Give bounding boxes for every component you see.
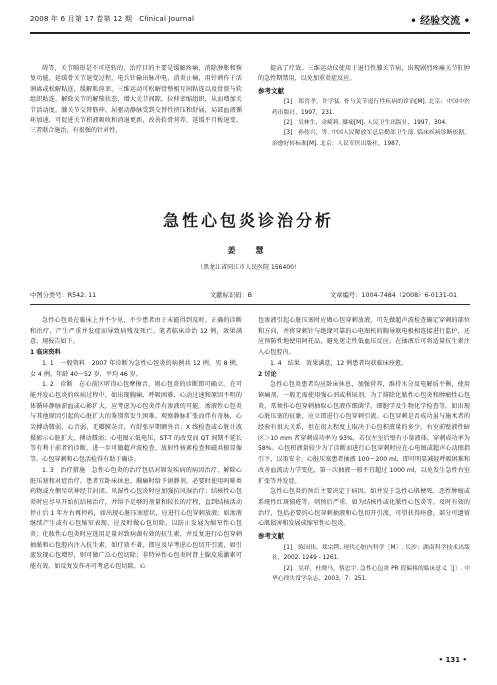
reference-item: [2] 吴祥，杜晓马，蔡忠宇. 急性心包炎 PR 段偏移的临床意义［J］. 中华心律失常学杂志，2003，7：251. bbox=[272, 565, 470, 582]
body-paragraph: 1. 2 诊断 在心前区听得心包摩擦音，则心包炎的诊断即可确立。在可能并发心包炎的疾病过程中，如出现胸痛、呼吸困难、心动过速和原因不明的体循环静脉淤血或心影扩大，应考虑为心包炎伴有渗液的可能。渗液性心包炎与其他原因引起的心脏扩大的鉴别常发生困难。观察静脉扩张而伴有奇脉，心尖搏动微弱，心音弱，无瓣膜杂音，有舒张早期额外音；X 线检查或心脏计波摄影示心脏扩大，搏动微弱；心电图示低电压，ST-T 的改变而 QT 间期不延长等有利于前者的诊断。进一步可做超声波检查、放射性核素检查和磁共振显像等。心包穿刺和心包活检得有助于确诊。 bbox=[30, 381, 242, 464]
references-title: 参考文献 bbox=[258, 86, 284, 95]
reference-item: [3] 孙传兴，等. 中国人民解放军总后勤部卫生部. 临床疾病诊断依据，治愈好转标准[M]. 北京：人民军医出版社，1987， bbox=[272, 130, 470, 147]
document-code: 文献标识码：B bbox=[210, 292, 253, 299]
author-name: 姜 慧 bbox=[227, 246, 270, 255]
running-header bbox=[30, 12, 470, 28]
section-heading: 2 讨论 bbox=[258, 370, 277, 378]
previous-article-paragraph: 碍等，关节畸形是不可逆转的，治疗目的主要是缓解疼痛，消除肿胀和恢复功能，延缓骨关节退变过程，电兵针输出脉冲电，消炎止痛，用针刺作于活润离或松解粘连，缓解肌痉挛，三维运动可松解骨整相互间粘连以及骨赘与软组织粘连，解除关节的解锁状态，增大关节间隙，拉伸挛缩组织，从而增加关节活动度，膝关节交替筋伸，屈驱动静脉受到交替性挤压和舒展，局部血液循环加速，可促进关节积液吸收和消退更新，改善软骨营养，延缓平月板退变。三者联合施治，有很强的针对性， bbox=[30, 65, 242, 135]
article-number: 文章编号：1004-7484（2008）6-0131-01 bbox=[330, 292, 458, 299]
article-body-right-column bbox=[258, 316, 470, 584]
previous-article-right-column bbox=[258, 64, 470, 149]
journal-info: 2008 年 6 月第 17 卷第 12 期 Clinical Journal bbox=[30, 15, 195, 23]
author-affiliation: （黑龙江省同江市人民医院 156400） bbox=[197, 264, 300, 271]
body-paragraph: 1. 1 一般资料 2007 年诊断为急性心包炎的病例共 12 例，男 8 例，女 4 例，年龄 40～52 岁，平均 46 岁。 bbox=[30, 359, 242, 378]
references-title: 参考文献 bbox=[258, 532, 284, 541]
section-heading: 1 临床资料 bbox=[30, 349, 61, 357]
reference-item: [1] 郑晋孝，许学猛. 骨与关节退行性疾病的诊治[M]. 北京：中国中医药出版社，1997，231. bbox=[272, 99, 470, 116]
previous-article-left-column bbox=[30, 64, 242, 137]
body-paragraph: 1. 3 治疗措施 急性心包炎的治疗包括对原发疾病的病因治疗、解除心脏压塞和对症治疗。患者宜卧床休息。胸痛时给予镇静剂，必要时使用吗啡类药物或左侧星状神经节封闭。风湿性心包炎时应加强抗风湿治疗；结核性心包炎时应尽早开始抗结核治疗，并给予足够的剂量和较长的疗程，直到结核活动停止后 1 年左右再停药，如出现心脏压塞症状，应进行心包穿刺放液；如渗液继续产生或有心包缩窄表现，应及时做心包切除，以防止发展为缩窄性心包炎；化脓性心包炎时应选用足量对致病菌有效的抗生素，并反复进行心包穿刺抽脓和心包腔内注入抗生素，如疗效不著，即应及早考虑心包切开引流，如引流发现心包增厚，则可做广泛心包切除；非特异性心包炎时肾上腺皮质激素可能有效，如反复发作亦可考虑心包切除。心 bbox=[30, 466, 242, 571]
previous-article-paragraph: 提高了疗效。三维运动仪使用于退行性膝关节病，出现剧烈疼痛关节肛肿的急性期禁用，以免加重炎症反应。 bbox=[258, 65, 470, 83]
page-number: • 131 • bbox=[438, 656, 467, 664]
body-paragraph: 急性心包炎在临床上并不少见，不少患者由于未能得到及时、正确的诊断和治疗，产生严重并发症而导致病残及死亡。笔者临床诊治 12 例，效果满意，现报告如下。 bbox=[30, 317, 242, 346]
body-paragraph: 急性心包炎患者均应卧床休息，加强营养，维持水分及电解质平衡，使用镇痛剂，一般无需使用强心剂或利尿剂。为了排除化脓性心包炎和肿瘤性心包炎，常须作心包穿刺抽取心包液作细菌学、细胞学及生物化学检查等。如出现心脏压塞的征象，应立即进行心包穿刺引流。心包穿刺是否成功虽与施术者的经验有很大关系，但在很大程度上取决于心包积液量的多少。右室前壁液性暗区＞10 mm 者穿刺成功率为 93%，若仅左室后壁有小量液体，穿刺成功率为 58%。心包积液量较少为了诊断而进行心包穿刺时应在心电图或超声心动图指引下，以策安全。心脏压塞患者抽液 100～200 ml，即可明显减轻呼吸困难和改善血流动力学变化，第一次抽液一般不宜超过 1000 ml，以免发生急性右室扩张等并发症。 bbox=[258, 381, 470, 485]
previous-article-tail bbox=[30, 64, 470, 178]
reference-item: [2] 吴林生，金崎莉. 膝痛[M]. 人民卫生出版社，1997，304. bbox=[284, 120, 447, 127]
body-paragraph: 包渗液引起心脏压塞时应做心包穿刺放液，可先做超声波检查确定穿刺的部位和方向，并将穿刺针与绝缘可靠的心电图机的胸导联电极相连接进行监护，还应预防性地使用阿托品，避免迷走性低血压反应。在抽液后可将适量抗生素注入心包腔内。 bbox=[258, 317, 470, 357]
clc-number: 中图分类号：R542. 11 bbox=[30, 292, 97, 299]
header-rule bbox=[30, 32, 470, 34]
reference-item: [1] 陈国伟，郑宗锷. 现代心脏内科学［M］. 长沙：湖南科学技术出版社，2002. 1249 - 1261. bbox=[272, 544, 470, 562]
section-label: • 经验交流 • bbox=[410, 16, 470, 27]
body-paragraph: 急性心包炎的预后主要决定于病因，如并发于急性心肌梗死、恶性肿瘤或系统性红斑狼疮等，则预后严重。如为结核性或化脓性心包炎等，及时有效的治疗，包括必要的心包穿刺抽液和心包切开引流，可望获得痊愈。部分可遗留心肌损害和发展成缩窄性心包炎。 bbox=[258, 488, 470, 528]
meta-rule bbox=[30, 304, 470, 305]
article-title: 急性心包炎诊治分析 bbox=[162, 211, 334, 230]
article-body bbox=[30, 316, 470, 652]
article-body-left-column bbox=[30, 316, 242, 573]
body-paragraph: 1. 4 结果 效果满意，12 例患者均获临床痊愈。 bbox=[270, 359, 408, 367]
